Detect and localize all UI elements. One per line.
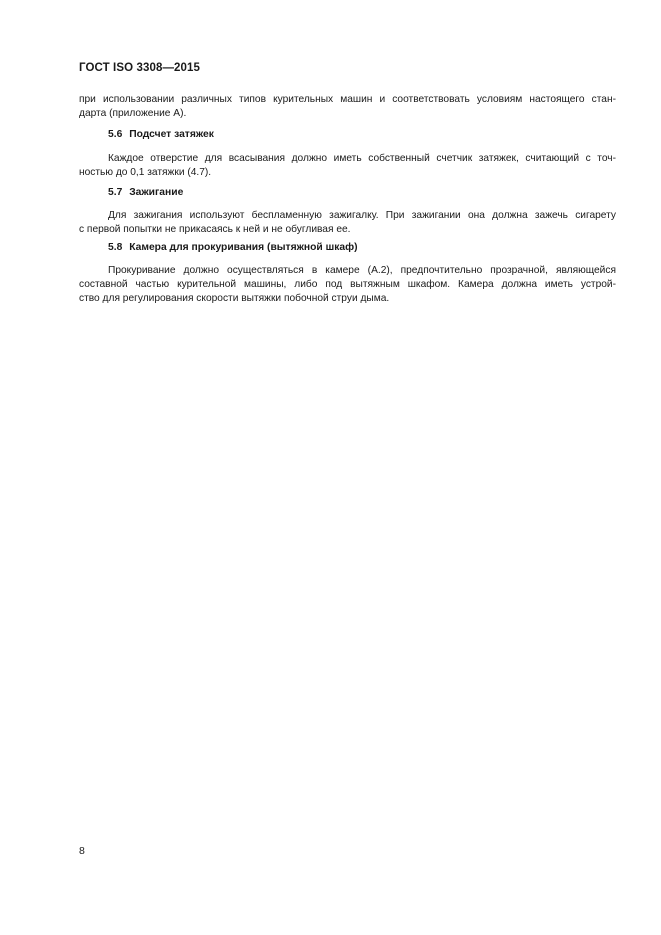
section-number: 5.7	[108, 187, 123, 198]
page-number: 8	[79, 845, 85, 857]
section-number: 5.8	[108, 242, 123, 253]
paragraph-line: Для зажигания используют беспламенную зажигалку. При зажигании она должна зажечь сигарету	[108, 210, 616, 221]
intro-line: при использовании различных типов курительных машин и соответствовать условиям настоящего стан-	[79, 94, 616, 105]
section-title: Камера для прокуривания (вытяжной шкаф)	[129, 242, 358, 253]
section-heading	[108, 187, 183, 198]
section-number: 5.6	[108, 129, 123, 140]
paragraph-line: Прокуривание должно осуществляться в камере (А.2), предпочтительно прозрачной, являющейся	[108, 265, 616, 276]
paragraph-line: Каждое отверстие для всасывания должно иметь собственный счетчик затяжек, считающий с точ-	[108, 153, 616, 164]
intro-line: дарта (приложение А).	[79, 108, 187, 119]
paragraph-line: составной частью курительной машины, либо под вытяжным шкафом. Камера должна иметь устрой-	[79, 279, 616, 290]
section-heading	[108, 242, 358, 253]
section-title: Подсчет затяжек	[129, 129, 214, 140]
document-header: ГОСТ ISO 3308—2015	[79, 62, 201, 74]
section-heading	[108, 129, 214, 140]
paragraph-line: ностью до 0,1 затяжки (4.7).	[79, 167, 212, 178]
paragraph-line: ство для регулирования скорости вытяжки побочной струи дыма.	[79, 293, 390, 304]
paragraph-line: с первой попытки не прикасаясь к ней и не обугливая ее.	[79, 224, 351, 235]
section-title: Зажигание	[129, 187, 184, 198]
